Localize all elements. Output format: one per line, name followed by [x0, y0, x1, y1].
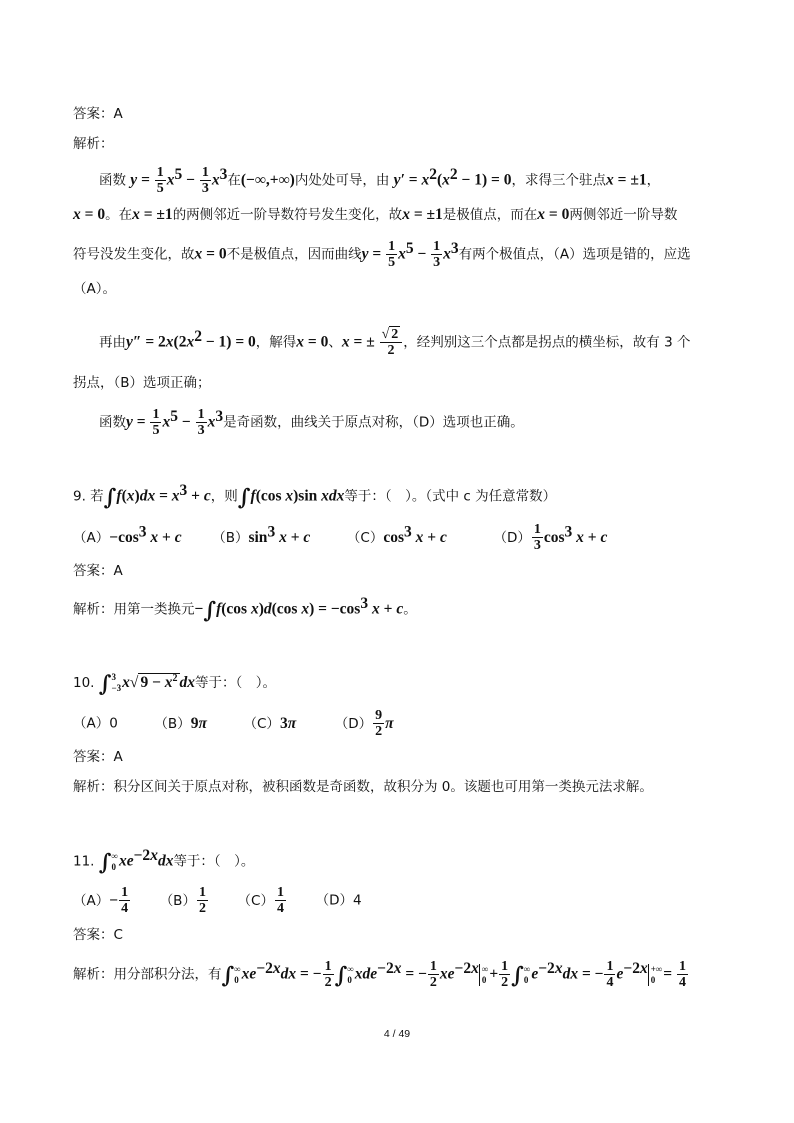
q11-analysis: 解析：用分部积分法，有∫ ∞ 0 $xe^{-2x}dx$ = − $\frac{1}{2}$ ∫ ∞ 0 xde$^{-2x}$ = − $\frac{1}{2}$ $xe^{-2x}$ ∞ 0 + $\frac{1}{2}$ ∫ ∞ 0 $e^{-2x}dx$ = − $\frac{1}{4}$ $e^{-2x}$ +∞ 0 = $\frac{1}{4}$ — [73, 959, 686, 990]
q10-option-a: （A）0 — [73, 715, 118, 732]
q8-analysis-line5: 再由$y'' = 2x(2x^2 - 1) = 0$，解得x = 0、x = ± $\frac{√ 2}{2}$ ，经判别这三个点都是拐点的横坐标，故有 3 个 — [99, 327, 691, 358]
q8-analysis-line6: 拐点，（B）选项正确； — [73, 375, 211, 391]
q10-analysis: 解析：积分区间关于原点对称，被积函数是奇函数，故积分为 0。该题也可用第一类换元法求解。 — [73, 779, 653, 795]
q9-options — [73, 521, 734, 553]
q11-option-b: （B） $\frac{1}{2}$ — [159, 885, 206, 916]
q8-analysis-line2: x = 0。在x = ±1的两侧邻近一阶导数符号发生变化，故x = ±1是极值点，而在x = 0两侧邻近一阶导数 — [73, 206, 678, 223]
q9-option-d: （D） $\frac{1}{3}$ $\cos^3 x + c$ — [493, 522, 608, 553]
q10-options — [73, 708, 734, 739]
q8-analysis-line4: （A）。 — [73, 281, 116, 297]
q8-analysis-line3: 符号没发生变化，故x = 0不是极值点，因而曲线y = $\frac{1}{5}$ $x^5$ − $\frac{1}{3}$ $x^3$有两个极值点，（A）选项是错的，应选 — [73, 239, 691, 270]
q11-options — [73, 885, 734, 916]
q9-option-c: $(C)\cos^3$ x + c — [346, 523, 447, 546]
q11-option-c: （C） $\frac{1}{4}$ — [237, 885, 284, 916]
q8-analysis-line7: 函数y = $\frac{1}{5}$ $x^5$ − $\frac{1}{3}$ $x^3$是奇函数，曲线关于原点对称，（D）选项也正确。 — [99, 407, 524, 438]
q10-answer: 答案：A — [73, 749, 123, 765]
q8-analysis-line1: 函数 y = $\frac{1}{5}$ $x^5$ − $\frac{1}{3}$ $x^3$在(−∞,+∞)内处处可导，由 $y' = x^2(x^2 - 1) = 0$，求得三个驻点x = ±1， — [99, 165, 661, 196]
page-number: 4 / 49 — [383, 1028, 411, 1040]
q8-analysis-label: 解析： — [73, 136, 114, 152]
q10-question: 10. ∫ 3 −3 x√ $9 - x^2$ dx等于：（ ）。 — [73, 671, 277, 698]
q11-answer: 答案：C — [73, 927, 123, 943]
q10-option-c: （C）3π — [243, 714, 297, 732]
q8-answer: 答案：A — [73, 106, 123, 122]
q9-option-a: $(A)-\cos^3$ x + c — [73, 523, 182, 546]
q9-analysis: 解析：用第一类换元−∫f(cos x)d(cos $x) = -\cos^3$ x + c。 — [73, 595, 417, 624]
q11-option-a: （A）− $\frac{1}{4}$ — [73, 885, 129, 916]
q10-option-b: （B）9π — [154, 714, 207, 732]
q10-option-d: （D） $\frac{9}{2}$ π — [334, 708, 394, 739]
q9-answer: 答案：A — [73, 563, 123, 579]
q9-option-b: $(B)\sin^3$ x + c — [212, 523, 311, 546]
q11-question: 11. ∫ ∞ 0 $xe^{-2x}dx$等于：（ ）。 — [73, 847, 255, 876]
q9-question: 9. 若$\int f(x)dx = x^3 + c$，则∫f(cos x)sin xdx等于：（ ）。（式中 c 为任意常数） — [73, 482, 557, 511]
q11-option-d: （D）4 — [315, 892, 362, 909]
